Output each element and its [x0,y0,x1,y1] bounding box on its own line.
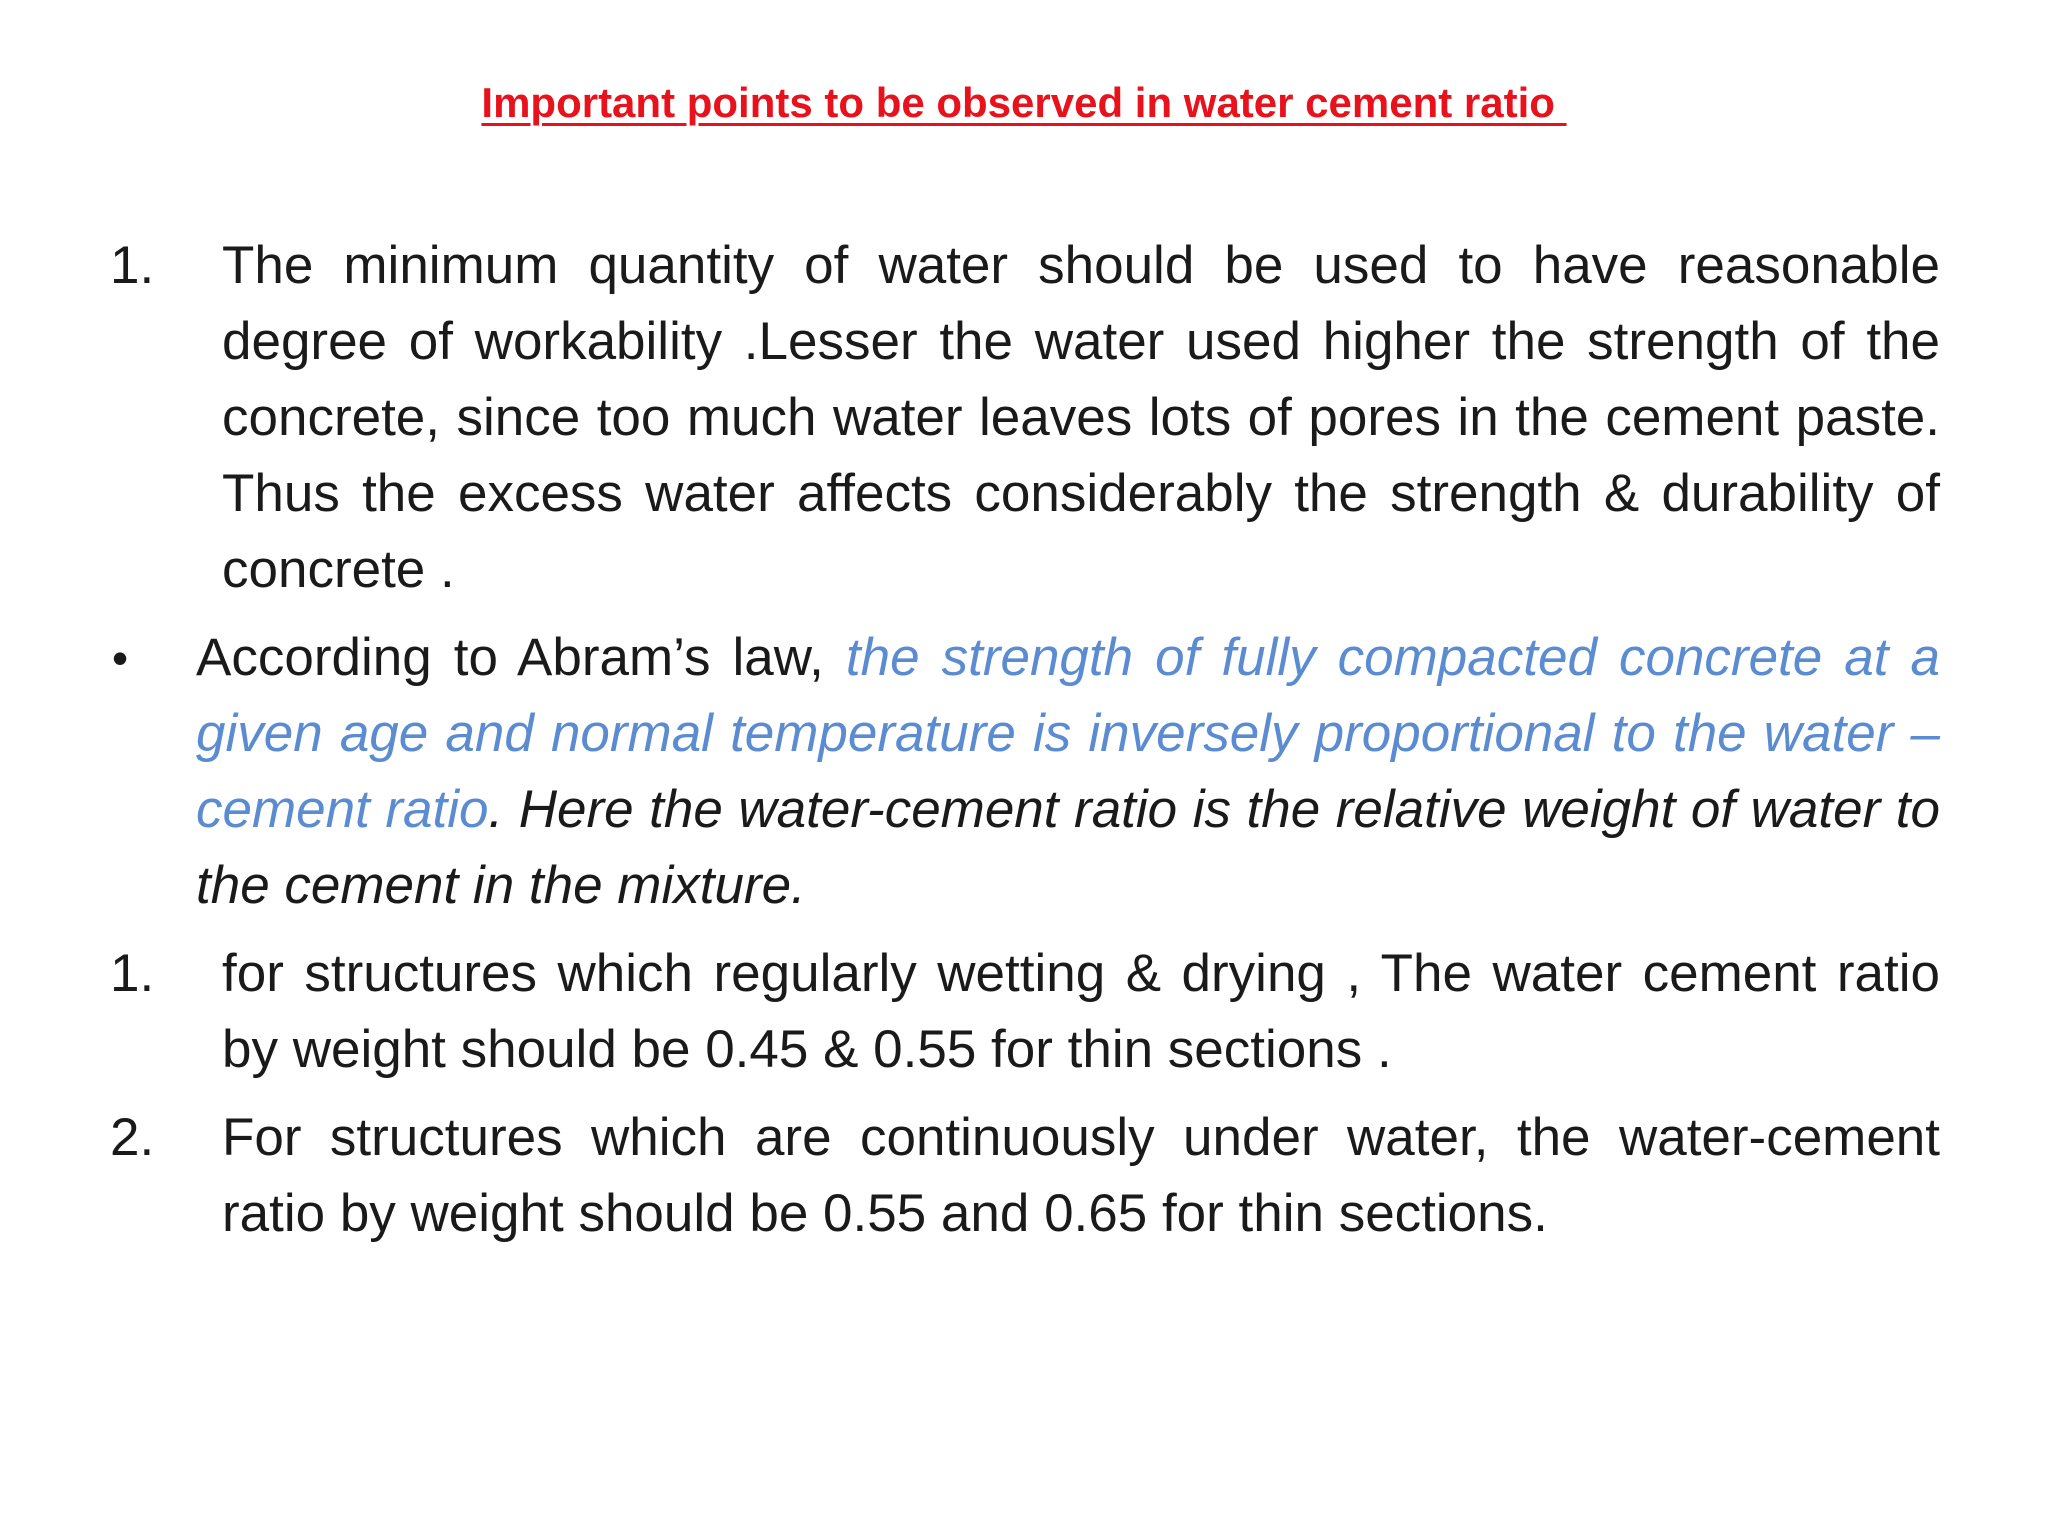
list-item-abrams-law [110,620,1940,924]
bullet-marker: • [112,632,129,684]
list-marker: 2. [110,1108,155,1167]
abrams-law-definition: . Here the water-cement ratio is the relative weight of water to the cement in the mixture. [196,780,1940,915]
list-item-under-water [110,1100,1955,1252]
list-item-text: For structures which are continuously under water, the water-cement ratio by weight should be 0.55 and 0.65 for thin sections. [222,1108,1955,1243]
slide-title: Important points to be observed in water cement ratio [481,79,1567,126]
list-item-text: The minimum quantity of water should be used to have reasonable degree of workability .Lesser the water used higher the strength of the concrete, since too much water leaves lots of pores in the cement paste. Thus the excess water affects considerably the strength & durability of concrete . [222,236,1970,599]
content-list [110,228,1970,1264]
list-marker: 1. [110,944,155,1003]
list-item-workability [110,228,1970,608]
list-item-wetting-drying [110,936,1970,1088]
abrams-law-intro: According to Abram’s law, [196,628,846,687]
list-marker: 1. [110,236,155,295]
abrams-law-quote: the strength of fully compacted concrete at a given age and normal temperature is inversely proportional to the water –cement ratio [196,628,1941,839]
list-item-text: for structures which regularly wetting & drying , The water cement ratio by weight should be 0.45 & 0.55 for thin sections . [222,944,1970,1079]
